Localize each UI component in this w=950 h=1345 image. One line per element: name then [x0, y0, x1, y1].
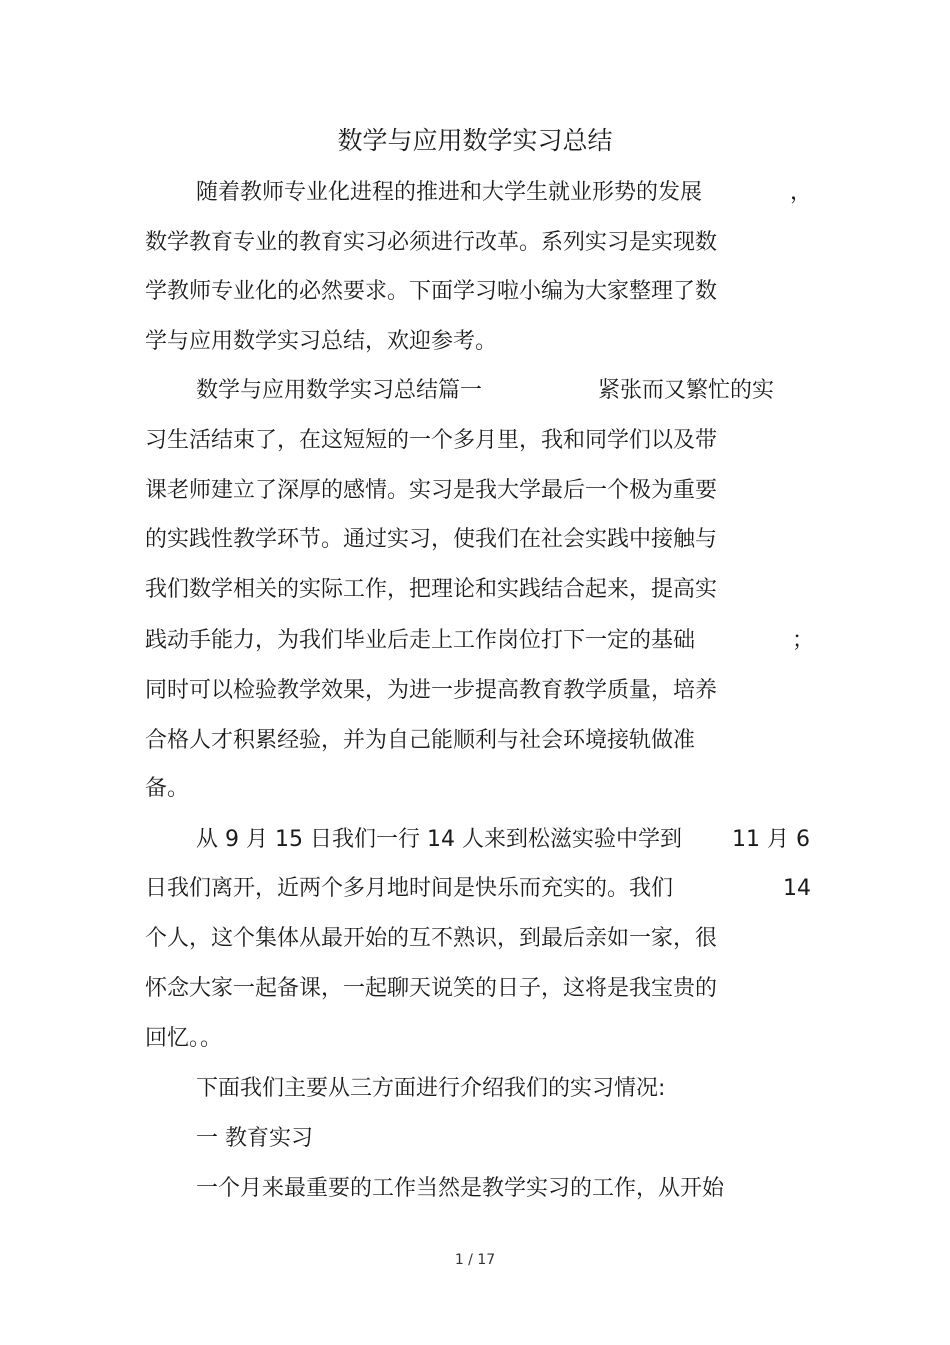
paragraph-line: 14	[783, 876, 811, 901]
paragraph-line: 我们数学相关的实际工作，把理论和实践结合起来，提高实	[145, 577, 718, 602]
paragraph-line: 数学教育专业的教育实习必须进行改革。系列实习是实现数	[145, 230, 718, 255]
paragraph-line: 一个月来最重要的工作当然是教学实习的工作，从开始	[196, 1176, 725, 1201]
paragraph-line: 随着教师专业化进程的推进和大学生就业形势的发展	[196, 180, 703, 205]
paragraph-line: 紧张而又繁忙的实	[598, 378, 775, 403]
paragraph-line: 11 月 6	[732, 827, 810, 852]
paragraph-line: 的实践性教学环节。通过实习，使我们在社会实践中接触与	[145, 527, 718, 552]
paragraph-line: 学教师专业化的必然要求。下面学习啦小编为大家整理了数	[145, 279, 718, 304]
paragraph-line: 日我们离开，近两个多月地时间是快乐而充实的。我们	[145, 876, 674, 901]
paragraph-line: 从 9 月 15 日我们一行 14 人来到松滋实验中学到	[196, 827, 682, 852]
page-number: 1 / 17	[454, 1252, 496, 1268]
paragraph-line: 学与应用数学实习总结，欢迎参考。	[145, 329, 498, 354]
paragraph-line: 课老师建立了深厚的感情。实习是我大学最后一个极为重要	[145, 478, 718, 503]
paragraph-line: 回忆。。	[145, 1026, 223, 1051]
section-heading: 一 教育实习	[196, 1126, 313, 1151]
paragraph-line: 同时可以检验教学效果，为进一步提高教育教学质量，培养	[145, 678, 718, 703]
paragraph-line: ，	[790, 180, 813, 205]
paragraph-line: 备。	[145, 776, 190, 801]
document-title: 数学与应用数学实习总结	[337, 126, 613, 155]
paragraph-line: 怀念大家一起备课，一起聊天说笑的日子，这将是我宝贵的	[145, 976, 718, 1001]
section-heading: 数学与应用数学实习总结篇一	[196, 378, 483, 403]
paragraph-line: 下面我们主要从三方面进行介绍我们的实习情况:	[196, 1076, 666, 1101]
paragraph-line: ；	[792, 628, 815, 653]
paragraph-line: 习生活结束了，在这短短的一个多月里，我和同学们以及带	[145, 428, 718, 453]
paragraph-line: 合格人才积累经验，并为自己能顺利与社会环境接轨做准	[145, 728, 696, 753]
paragraph-line: 践动手能力，为我们毕业后走上工作岗位打下一定的基础	[145, 628, 696, 653]
paragraph-line: 个人，这个集体从最开始的互不熟识，到最后亲如一家，很	[145, 926, 718, 951]
